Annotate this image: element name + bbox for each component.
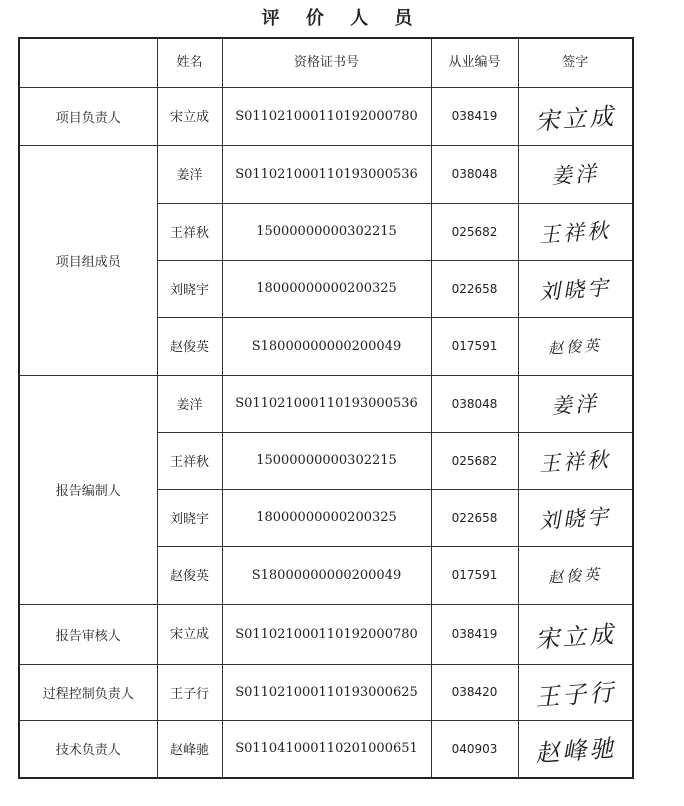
signature-cell bbox=[518, 546, 633, 604]
name-cell: 赵峰驰 bbox=[157, 720, 222, 778]
name-cell: 姜洋 bbox=[157, 375, 222, 432]
cert-cell: S18000000000200049 bbox=[222, 546, 431, 604]
handwritten-signature: 宋立成 bbox=[534, 619, 617, 654]
name-cell: 姜洋 bbox=[157, 145, 222, 203]
name-cell: 王祥秋 bbox=[157, 203, 222, 260]
cert-cell: S011021000110192000780 bbox=[222, 87, 431, 145]
name-cell: 王子行 bbox=[157, 664, 222, 720]
handwritten-signature: 赵峰驰 bbox=[534, 734, 617, 769]
cert-cell: S011041000110201000651 bbox=[222, 720, 431, 778]
signature-cell bbox=[518, 317, 633, 375]
signature-cell bbox=[518, 720, 633, 778]
header-signature: 签字 bbox=[518, 38, 633, 87]
header-practice-no: 从业编号 bbox=[431, 38, 518, 87]
practice-no-cell: 038419 bbox=[431, 604, 518, 664]
signature-cell bbox=[518, 87, 633, 145]
handwritten-signature: 姜洋 bbox=[550, 161, 601, 189]
handwritten-signature: 赵俊英 bbox=[547, 335, 603, 358]
signature-cell bbox=[518, 489, 633, 546]
cert-cell: 15000000000302215 bbox=[222, 432, 431, 489]
signature-cell bbox=[518, 604, 633, 664]
signature-cell bbox=[518, 375, 633, 432]
practice-no-cell: 022658 bbox=[431, 489, 518, 546]
cert-cell: 15000000000302215 bbox=[222, 203, 431, 260]
cert-cell: S011021000110193000625 bbox=[222, 664, 431, 720]
handwritten-signature: 王祥秋 bbox=[538, 218, 613, 247]
role-cell: 技术负责人 bbox=[19, 720, 157, 778]
table-row bbox=[19, 375, 633, 432]
signature-cell bbox=[518, 203, 633, 260]
table-row bbox=[19, 145, 633, 203]
name-cell: 王祥秋 bbox=[157, 432, 222, 489]
header-role bbox=[19, 38, 157, 87]
practice-no-cell: 040903 bbox=[431, 720, 518, 778]
table-row bbox=[19, 664, 633, 720]
practice-no-cell: 038048 bbox=[431, 375, 518, 432]
handwritten-signature: 王祥秋 bbox=[538, 447, 613, 476]
handwritten-signature: 赵俊英 bbox=[547, 564, 603, 587]
cert-cell: S011021000110193000536 bbox=[222, 145, 431, 203]
signature-cell bbox=[518, 145, 633, 203]
name-cell: 宋立成 bbox=[157, 87, 222, 145]
name-cell: 赵俊英 bbox=[157, 546, 222, 604]
handwritten-signature: 宋立成 bbox=[534, 101, 617, 136]
practice-no-cell: 022658 bbox=[431, 260, 518, 317]
page-title: 评 价 人 员 bbox=[261, 8, 423, 29]
header-cert: 资格证书号 bbox=[222, 38, 431, 87]
cert-cell: S011021000110192000780 bbox=[222, 604, 431, 664]
name-cell: 刘晓宇 bbox=[157, 489, 222, 546]
signature-cell bbox=[518, 260, 633, 317]
cert-cell: S011021000110193000536 bbox=[222, 375, 431, 432]
header-name: 姓名 bbox=[157, 38, 222, 87]
role-cell: 报告编制人 bbox=[19, 375, 157, 604]
role-cell: 项目组成员 bbox=[19, 145, 157, 375]
practice-no-cell: 038048 bbox=[431, 145, 518, 203]
handwritten-signature: 王子行 bbox=[534, 677, 617, 712]
handwritten-signature: 刘晓宇 bbox=[538, 504, 613, 533]
evaluator-table bbox=[18, 37, 634, 779]
handwritten-signature: 姜洋 bbox=[550, 390, 601, 419]
role-cell: 过程控制负责人 bbox=[19, 664, 157, 720]
cert-cell: 18000000000200325 bbox=[222, 260, 431, 317]
role-cell: 报告审核人 bbox=[19, 604, 157, 664]
practice-no-cell: 017591 bbox=[431, 317, 518, 375]
practice-no-cell: 038419 bbox=[431, 87, 518, 145]
practice-no-cell: 025682 bbox=[431, 432, 518, 489]
name-cell: 刘晓宇 bbox=[157, 260, 222, 317]
handwritten-signature: 刘晓宇 bbox=[538, 275, 613, 304]
cert-cell: S18000000000200049 bbox=[222, 317, 431, 375]
practice-no-cell: 025682 bbox=[431, 203, 518, 260]
name-cell: 赵俊英 bbox=[157, 317, 222, 375]
role-cell: 项目负责人 bbox=[19, 87, 157, 145]
name-cell: 宋立成 bbox=[157, 604, 222, 664]
practice-no-cell: 017591 bbox=[431, 546, 518, 604]
table-row bbox=[19, 720, 633, 778]
cert-cell: 18000000000200325 bbox=[222, 489, 431, 546]
signature-cell bbox=[518, 432, 633, 489]
table-row bbox=[19, 87, 633, 145]
header-row bbox=[19, 38, 633, 87]
practice-no-cell: 038420 bbox=[431, 664, 518, 720]
table-row bbox=[19, 604, 633, 664]
signature-cell bbox=[518, 664, 633, 720]
